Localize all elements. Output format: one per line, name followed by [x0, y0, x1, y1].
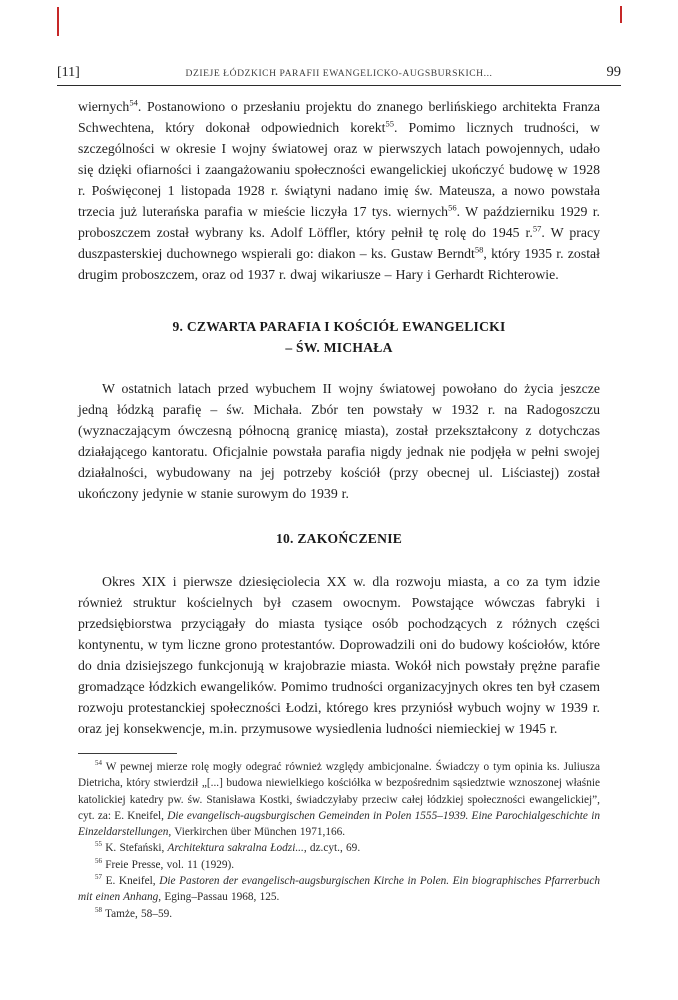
footnote-56-number: 56 — [95, 857, 102, 866]
footnote-57 — [78, 873, 600, 906]
footnote-58 — [78, 906, 600, 922]
footnote-57-number: 57 — [95, 873, 102, 882]
running-header — [57, 64, 621, 86]
footnote-54-text: W pewnej mierze rolę mogły odegrać również względy ambicjonalne. Świadczy o tym opinia ks. Juliusza Dietricha, który stwierdził „[...] budowa niewielkiego kościółka w bezpośrednim sąsiedztwie wznoszonej właśnie katolickiej katedry pw. św. Stanisława Kostki, świadczyłaby przeciw całej łódzkiej społeczności ewangelickiej”, cyt. za: E. Kneifel, Die evangelisch-augsburgischen Gemeinden in Polen 1555–1939. Eine Parochialgeschichte in Einzeldarstellungen, Vierkirchen über München 1971,166. — [78, 761, 600, 839]
header-issue-number: [11] — [57, 65, 80, 80]
footnote-56-text: Freie Presse, vol. 11 (1929). — [105, 858, 235, 871]
section-heading-9 — [78, 316, 600, 358]
article-body — [78, 96, 600, 739]
footnote-57-text: E. Kneifel, Die Pastoren der evangelisch-augsburgischen Kirche in Polen. Ein biographisches Pfarrerbuch mit einen Anhang, Eging–Passau 1968, 125. — [78, 875, 600, 904]
header-page-number: 99 — [606, 64, 621, 80]
section-heading-10: 10. ZAKOŃCZENIE — [275, 531, 403, 546]
footnote-55 — [78, 840, 600, 856]
footnote-58-text: Tamże, 58–59. — [105, 907, 173, 920]
footnote-54-number: 54 — [95, 759, 102, 768]
footnote-56 — [78, 857, 600, 873]
paragraph-section-10: Okres XIX i pierwsze dziesięciolecia XX w. dla rozwoju miasta, a co za tym idzie również struktur kościelnych był czasem owocnym. Powstające wówczas fabryki i przedsiębiorstwa przyciągały do miasta tysiące osób pochodzących z różnych części kontynentu, w tym liczne grono protestantów. Doprowadzili oni do budowy kościołów, które do dnia dzisiejszego funkcjonują w krajobrazie miasta. Wokół nich powstały prężne parafie gromadzące łódzkich ewangelików. Pomimo trudności organizacyjnych okres ten był czasem rozwoju protestanckiej społeczności Łodzi, którego kres przyniósł wybuch wojny w 1939 r. oraz jej konsekwencje, m.in. przymusowe wysiedlenia ludności niemieckiej w 1945 r. — [78, 574, 600, 736]
red-scan-mark-left — [57, 7, 59, 36]
red-scan-mark-right — [620, 6, 622, 23]
header-running-title: DZIEJE ŁÓDZKICH PARAFII EWANGELICKO-AUGSBURSKICH... — [185, 68, 493, 79]
footnote-54 — [78, 759, 600, 840]
paragraph-section-9: W ostatnich latach przed wybuchem II wojny światowej powołano do życia jeszcze jedną łódzką parafię – św. Michała. Zbór ten powstały w 1932 r. na Radogoszczu (wyznaczającym ówczesną północną granicę miasta), został przekształcony z dotychczas działającego kantoratu. Oficjalnie powstała parafia nigdy jednak nie podjęła w pełni swojej działalności, wybudowany na jej potrzeby kościół (przy obecnej ul. Liściastej) został ukończony jedynie w stanie surowym do 1939 r. — [78, 381, 600, 501]
footnote-separator-rule — [78, 753, 177, 754]
footnote-55-text: K. Stefański, Architektura sakralna Łodzi..., dz.cyt., 69. — [105, 842, 361, 855]
footnotes-block — [78, 759, 600, 922]
footnote-58-number: 58 — [95, 905, 102, 914]
paragraph-continuation: wiernych$^{54}$. Postanowiono o przesłaniu projektu do znanego berlińskiego architekta Franza Schwechtena, który dokonał odpowiednich korekt$^{55}$. Pomimo licznych trudności, w szczególności w okresie I wojny światowej oraz w pierwszych latach powojennych, udało się dzięki ofiarności i zaangażowaniu społeczności ewangelickiej ukończyć budowę w 1928 r. Poświęconej 1 listopada 1928 r. świątyni nadano imię św. Mateusza, a nowo powstała trzecia już luterańska parafia w mieście liczyła 17 tys. wiernych$^{56}$. W październiku 1929 r. proboszczem został wybrany ks. Adolf Löffler, który pełnił tę rolę do 1945 r.$^{57}$. W pracy duszpasterskiej duchownego wspierali go: diakon – ks. Gustaw Berndt$^{58}$, który 1935 r. został drugim proboszczem, oraz od 1937 r. dwaj wikariusze – Hary i Gerhardt Richterowie. — [78, 97, 600, 282]
section-heading-9-line2: – ŚW. MICHAŁA — [285, 340, 393, 355]
footnote-55-number: 55 — [95, 840, 102, 849]
section-heading-9-line1: 9. CZWARTA PARAFIA I KOŚCIÓŁ EWANGELICKI — [172, 319, 506, 334]
